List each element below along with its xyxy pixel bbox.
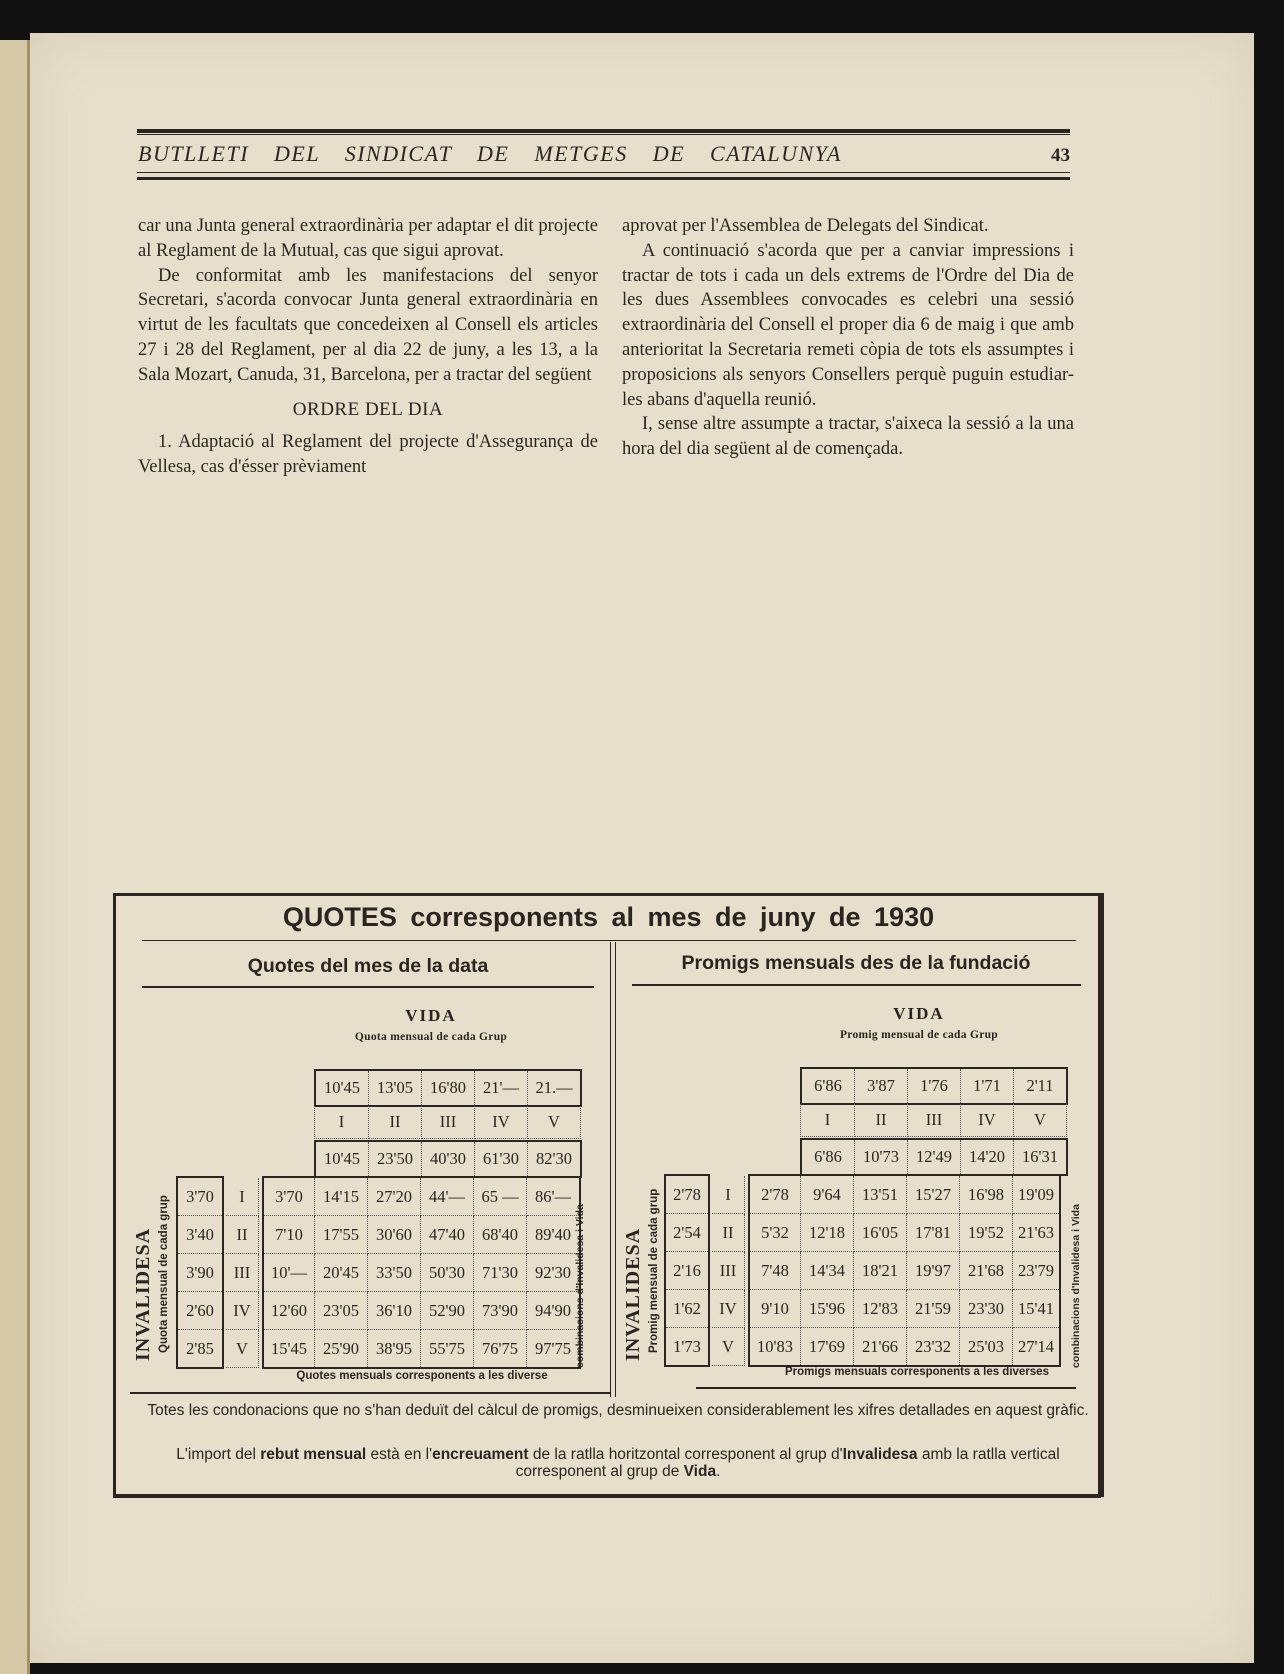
group-row — [226, 1216, 259, 1254]
left-inv-quota-col — [176, 1176, 224, 1369]
cell: 68'40 — [474, 1216, 527, 1254]
cell: 20'45 — [315, 1254, 368, 1292]
table-row — [749, 1175, 1060, 1214]
left-text-column — [138, 214, 598, 480]
group-label: IV — [475, 1106, 528, 1139]
cell: 65 — — [474, 1177, 527, 1216]
group-row — [712, 1214, 745, 1252]
vida-cumul-row — [801, 1139, 1067, 1175]
left-vida-quota-table — [314, 1069, 582, 1107]
left-vida-label: VIDA — [405, 1006, 457, 1025]
cell: 86'— — [527, 1177, 581, 1216]
cell: 19'97 — [907, 1252, 960, 1290]
cell: 14'20 — [961, 1139, 1014, 1175]
cell: 25'90 — [315, 1330, 368, 1369]
cell: 23'50 — [369, 1141, 422, 1177]
cell: 6'86 — [801, 1139, 855, 1175]
cell: 9'10 — [749, 1290, 801, 1328]
cell: 7'10 — [263, 1216, 315, 1254]
cell: 30'60 — [368, 1216, 421, 1254]
group-label: V — [1014, 1104, 1067, 1137]
cell: 17'81 — [907, 1214, 960, 1252]
cell: 76'75 — [474, 1330, 527, 1369]
cell: 2'78 — [749, 1175, 801, 1214]
cell: 3'70 — [177, 1177, 223, 1216]
group-row — [801, 1104, 1067, 1137]
group-label: II — [226, 1216, 259, 1254]
group-label: III — [422, 1106, 475, 1139]
cell: 17'69 — [801, 1328, 854, 1367]
right-vida-quota-table — [800, 1067, 1068, 1105]
cell: 10'— — [263, 1254, 315, 1292]
cell: 17'55 — [315, 1216, 368, 1254]
paragraph: De conformitat amb les manifestacions del senyor Secretari, s'acorda convocar Junta general extraordinària en virtut de les facultats que concedeixen al Consell els articles 27 i 28 del Reglament, per al dia 22 de juny, a les 13, a la Sala Mozart, Canuda, 31, Barcelona, per a tractar del següent — [138, 265, 598, 385]
cell: 21.— — [535, 1078, 573, 1097]
cell: 16'05 — [854, 1214, 907, 1252]
note-text: . — [716, 1463, 721, 1480]
table-row — [749, 1328, 1060, 1367]
cell: 89'40 — [527, 1216, 581, 1254]
cell: 52'90 — [421, 1292, 474, 1330]
section-heading: ORDRE DEL DIA — [292, 398, 444, 420]
group-row — [226, 1292, 259, 1330]
cell: 2'16 — [665, 1252, 709, 1290]
right-text-column — [622, 214, 1074, 462]
cell: 10'45 — [315, 1070, 369, 1106]
left-invalidesa-label: INVALIDESA — [132, 1227, 154, 1361]
cell: 12'60 — [263, 1292, 315, 1330]
cell: 50'30 — [421, 1254, 474, 1292]
cell: 44'— — [421, 1177, 474, 1216]
cell: 10'45 — [315, 1141, 369, 1177]
group-label: IV — [226, 1292, 259, 1330]
right-invalidesa-label: INVALIDESA — [622, 1227, 644, 1361]
left-group-col — [226, 1178, 259, 1368]
cell: 9'64 — [801, 1175, 854, 1214]
note-text: està en l' — [366, 1446, 433, 1463]
cell: 21'— — [475, 1070, 528, 1106]
inv-row — [665, 1328, 709, 1367]
cell: 19'09 — [1013, 1175, 1061, 1214]
group-label: III — [226, 1254, 259, 1292]
note-bold: Vida — [683, 1463, 717, 1480]
cell: 1'73 — [673, 1336, 701, 1356]
table-row — [263, 1254, 580, 1292]
cell: 1'76 — [908, 1068, 961, 1104]
cell: 21'68 — [960, 1252, 1013, 1290]
page-number: 43 — [1051, 145, 1070, 166]
cell: 21'63 — [1013, 1214, 1061, 1252]
group-label: IV — [712, 1290, 745, 1328]
table-row — [749, 1214, 1060, 1252]
cell: 2'54 — [665, 1214, 709, 1252]
table-row — [263, 1177, 580, 1216]
group-label: I — [712, 1176, 745, 1214]
group-label: I — [315, 1106, 369, 1139]
cell: 14'34 — [801, 1252, 854, 1290]
inv-row — [177, 1292, 223, 1330]
cell: 5'32 — [749, 1214, 801, 1252]
group-row — [315, 1106, 581, 1139]
table-row — [263, 1292, 580, 1330]
left-bottom-label: Quotes mensuals corresponents a les diverse — [296, 1370, 548, 1382]
right-group-col — [712, 1176, 745, 1366]
cell: 33'50 — [368, 1254, 421, 1292]
right-bottom-rule — [696, 1387, 1076, 1389]
paragraph: A continuació s'acorda que per a canviar impressions i tractar de tots i cada un dels extrems de l'Ordre del Dia de les dues Assemblees convocades es celebri una sessió extraordinària del Consell el proper dia 6 de maig i que amb anterioritat la Secretaria remeti còpia de tots els assumptes i proposicions als senyors Consellers perquè puguin estudiar-les abans d'aquella reunió. — [622, 240, 1074, 410]
cell: 15'41 — [1013, 1290, 1061, 1328]
cell: 15'27 — [907, 1175, 960, 1214]
cell: 6'86 — [801, 1068, 855, 1104]
group-row — [712, 1252, 745, 1290]
cell: 27'14 — [1018, 1336, 1054, 1356]
paragraph: car una Junta general extraordinària per adaptar el dit projecte al Reglament de la Mutual, cas que sigui aprovat. — [138, 216, 598, 261]
cell: 82'30 — [536, 1149, 572, 1168]
left-invalidesa-sublabel: Quota mensual de cada grup — [158, 1195, 170, 1353]
cell: 23'30 — [960, 1290, 1013, 1328]
group-label: IV — [961, 1104, 1014, 1137]
inv-row — [177, 1216, 223, 1254]
cell: 10'83 — [749, 1328, 801, 1367]
group-label: V — [226, 1330, 259, 1368]
cell: 12'18 — [801, 1214, 854, 1252]
right-subtitle: Promigs mensuals des de la fundació — [681, 952, 1031, 974]
cell: 1'62 — [665, 1290, 709, 1328]
cell: 1'71 — [961, 1068, 1014, 1104]
right-vida-sublabel: Promig mensual de cada Grup — [839, 1029, 999, 1041]
header-rule-top — [137, 129, 1070, 133]
cell: 25'03 — [960, 1328, 1013, 1367]
vida-quota-row — [801, 1068, 1067, 1104]
quotes-title: QUOTES corresponents al mes de juny de 1930 — [282, 902, 935, 932]
header-rule-bottom — [137, 172, 1070, 173]
cell: 92'30 — [527, 1254, 581, 1292]
right-inv-quota-col — [664, 1174, 710, 1367]
note-bold: rebut mensual — [260, 1446, 367, 1463]
cell: 38'95 — [368, 1330, 421, 1369]
inv-row — [177, 1330, 223, 1369]
header-rule-bottom2 — [137, 177, 1070, 180]
cell: 3'87 — [855, 1068, 908, 1104]
note-import — [138, 1446, 1098, 1480]
group-label: II — [369, 1106, 422, 1139]
cell: 15'45 — [263, 1330, 315, 1369]
cell: 2'85 — [186, 1338, 214, 1358]
cell: 12'83 — [854, 1290, 907, 1328]
group-label: II — [712, 1214, 745, 1252]
right-vida-label: VIDA — [893, 1004, 945, 1023]
cell: 94'90 — [527, 1292, 581, 1330]
left-subtitle-rule — [142, 986, 594, 988]
cell: 2'11 — [1026, 1076, 1054, 1095]
group-label: II — [855, 1104, 908, 1137]
cell: 27'20 — [368, 1177, 421, 1216]
right-combination-label: combinacions d'Invalidesa i Vida — [1070, 1204, 1082, 1368]
group-label: III — [712, 1252, 745, 1290]
quotes-table-box — [113, 893, 1104, 1497]
group-label: III — [908, 1104, 961, 1137]
right-invalidesa-sublabel: Promig mensual de cada grup — [648, 1188, 660, 1353]
group-row — [712, 1328, 745, 1366]
inv-row — [177, 1254, 223, 1292]
quotes-box-right-border — [1098, 893, 1102, 1497]
vida-quota-row — [315, 1070, 581, 1106]
group-label: I — [226, 1178, 259, 1216]
paragraph: I, sense altre assumpte a tractar, s'aixeca la sessió a la una hora del dia següent al de començada. — [622, 414, 1074, 460]
note-bold: Invalidesa — [842, 1446, 918, 1463]
inv-row — [665, 1214, 709, 1252]
left-bottom-rule — [130, 1392, 610, 1394]
inv-row — [665, 1252, 709, 1290]
cell: 55'75 — [421, 1330, 474, 1369]
cell: 18'21 — [854, 1252, 907, 1290]
cell: 23'79 — [1013, 1252, 1061, 1290]
cell: 21'66 — [854, 1328, 907, 1367]
table-row — [749, 1252, 1060, 1290]
cell: 10'73 — [855, 1139, 908, 1175]
cell: 14'15 — [315, 1177, 368, 1216]
cell: 15'96 — [801, 1290, 854, 1328]
cell: 47'40 — [421, 1216, 474, 1254]
left-vida-cumul-table — [314, 1140, 582, 1178]
left-combination-label: combinacions d'Invalidesa i Vida — [574, 1204, 586, 1368]
cell: 3'70 — [263, 1177, 315, 1216]
left-subtitle: Quotes del mes de la data — [247, 955, 489, 977]
cell: 2'60 — [177, 1292, 223, 1330]
group-label: V — [528, 1106, 581, 1139]
paragraph: aprovat per l'Assemblea de Delegats del Sindicat. — [622, 216, 989, 236]
left-combination-table — [262, 1176, 581, 1369]
cell: 7'48 — [749, 1252, 801, 1290]
group-row — [712, 1290, 745, 1328]
cell: 3'40 — [177, 1216, 223, 1254]
header-rule-top2 — [137, 134, 1070, 135]
group-label: V — [712, 1328, 745, 1366]
inv-row — [665, 1290, 709, 1328]
inv-row — [177, 1177, 223, 1216]
quotes-box-bottom-border — [113, 1494, 1101, 1498]
right-group-row — [800, 1104, 1067, 1137]
cell: 21'59 — [907, 1290, 960, 1328]
cell: 16'80 — [422, 1070, 475, 1106]
cell: 19'52 — [960, 1214, 1013, 1252]
table-row — [263, 1216, 580, 1254]
note-text: amb la ratlla vertical corresponent al grup de — [515, 1446, 1060, 1480]
vida-cumul-row — [315, 1141, 581, 1177]
right-vida-cumul-table — [800, 1138, 1068, 1176]
group-label: I — [801, 1104, 855, 1137]
right-combination-table — [748, 1174, 1061, 1367]
journal-title: BUTLLETI DEL SINDICAT DE METGES DE CATALUNYA — [138, 141, 842, 166]
paragraph: 1. Adaptació al Reglament del projecte d'Assegurança de Vellesa, cas d'ésser prèviament — [138, 432, 598, 478]
cell: 13'05 — [369, 1070, 422, 1106]
note-bold: encreuament — [432, 1446, 529, 1463]
group-row — [712, 1176, 745, 1214]
table-row — [263, 1330, 580, 1369]
group-row — [226, 1254, 259, 1292]
cell: 12'49 — [908, 1139, 961, 1175]
left-group-row — [314, 1106, 581, 1139]
cell: 16'98 — [960, 1175, 1013, 1214]
right-bottom-label: Promigs mensuals corresponents a les diverses — [785, 1366, 1049, 1378]
left-vida-sublabel: Quota mensual de cada Grup — [354, 1031, 508, 1043]
right-subtitle-rule — [632, 984, 1081, 986]
note-text: L'import del — [176, 1446, 261, 1463]
cell: 2'78 — [665, 1175, 709, 1214]
table-row — [749, 1290, 1060, 1328]
cell: 97'75 — [535, 1338, 571, 1358]
group-row — [226, 1330, 259, 1368]
title-underline — [142, 940, 1076, 941]
cell: 73'90 — [474, 1292, 527, 1330]
note-text: de la ratlla horitzontal corresponent al grup d' — [528, 1446, 843, 1463]
cell: 3'90 — [177, 1254, 223, 1292]
cell: 23'05 — [315, 1292, 368, 1330]
cell: 36'10 — [368, 1292, 421, 1330]
group-row — [226, 1178, 259, 1216]
page-edge-strip — [0, 40, 30, 1674]
cell: 16'31 — [1022, 1147, 1058, 1166]
cell: 13'51 — [854, 1175, 907, 1214]
inv-row — [665, 1175, 709, 1214]
note-condonacions: Totes les condonacions que no s'han deduït del càlcul de promigs, desminueixen considerablement les xifres detallades en aquest gràfic. — [147, 1402, 1089, 1419]
cell: 40'30 — [422, 1141, 475, 1177]
cell: 71'30 — [474, 1254, 527, 1292]
cell: 61'30 — [475, 1141, 528, 1177]
cell: 23'32 — [907, 1328, 960, 1367]
